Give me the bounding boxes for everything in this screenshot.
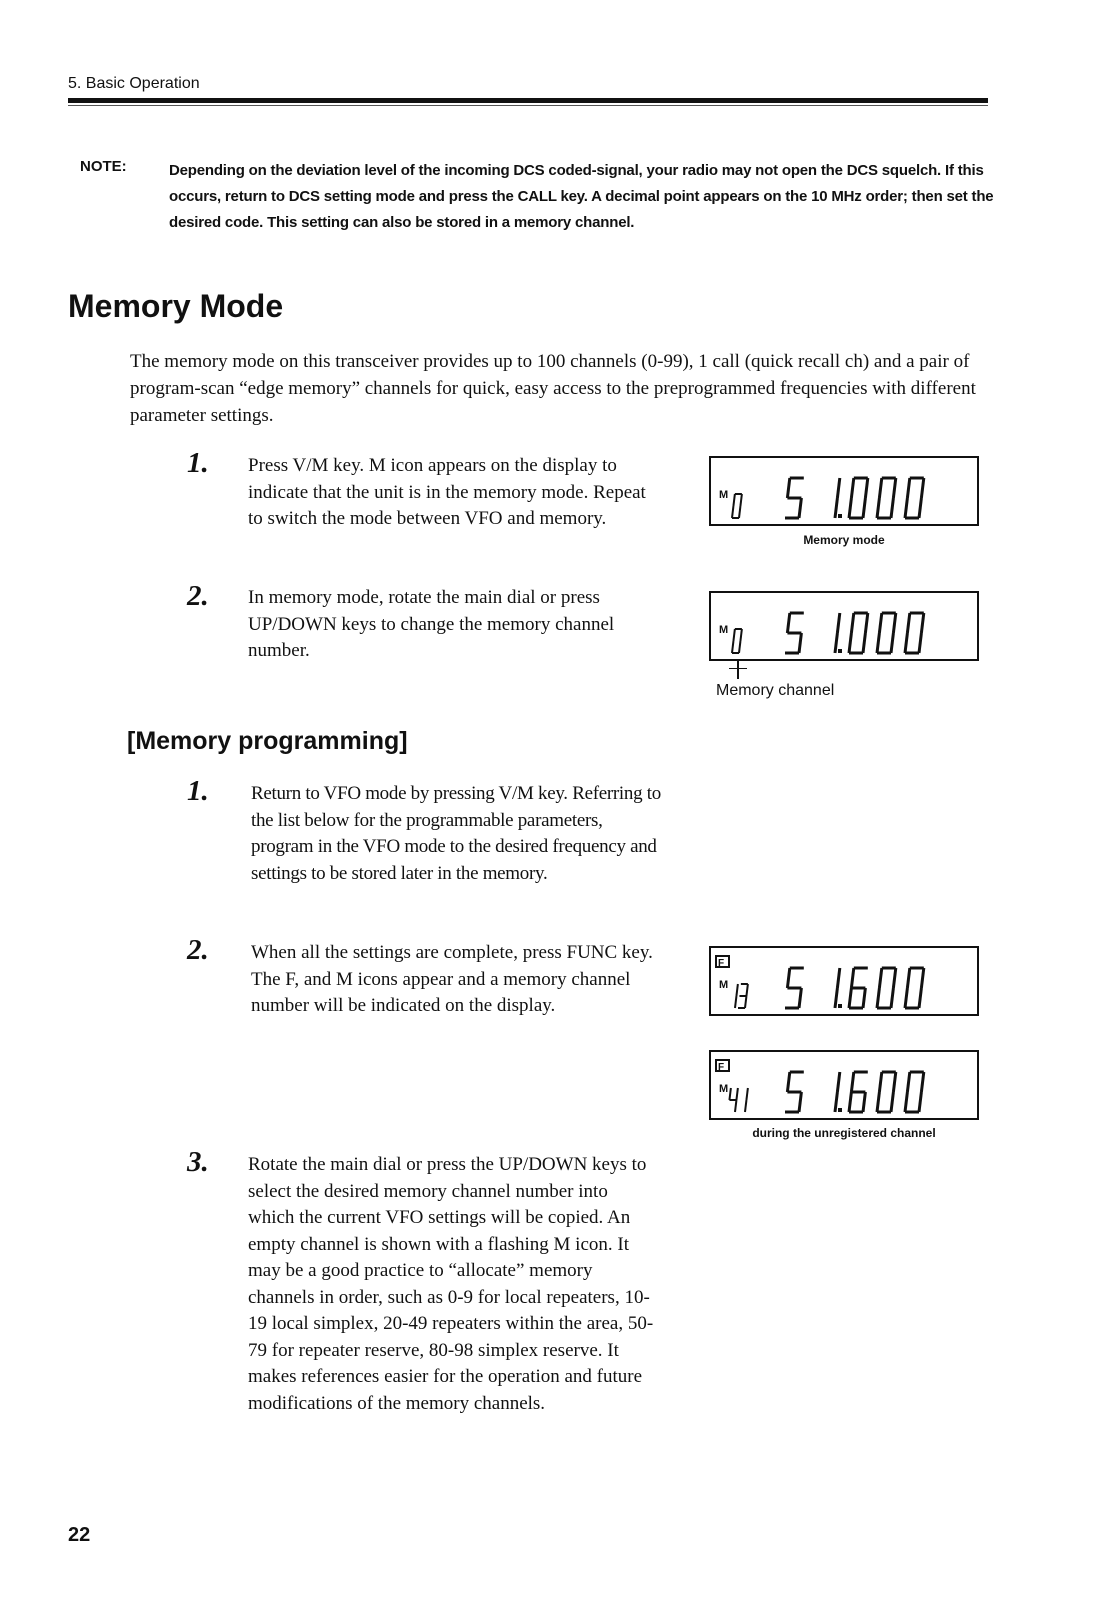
section-header-label: 5. Basic Operation — [68, 75, 200, 92]
lcd-segment — [787, 478, 789, 498]
header-rule-thin — [68, 105, 988, 106]
lcd-display — [709, 591, 979, 661]
pointer-line — [737, 659, 739, 679]
lcd-segment — [863, 633, 865, 653]
lcd-segment — [740, 494, 741, 506]
note-label: NOTE: — [80, 158, 127, 175]
lcd-segment — [893, 1072, 895, 1092]
step-number: 2. — [187, 580, 209, 612]
lcd-segment — [849, 498, 851, 518]
lcd-segment — [787, 613, 789, 633]
section-title: Memory Mode — [68, 288, 284, 324]
lcd-segments — [711, 948, 977, 1014]
lcd-segment — [905, 988, 907, 1008]
lcd-segment — [735, 996, 736, 1008]
lcd-segment — [849, 988, 851, 1008]
lcd-segment — [907, 613, 909, 633]
decimal-point — [838, 514, 842, 518]
lcd-segment — [736, 984, 737, 996]
intro-paragraph: The memory mode on this transceiver provides up to 100 channels (0-99), 1 call (quick recall ch) and a pair of program-scan “edge memory” channels for quick, easy access to the preprogrammed frequencies with different parameter settings. — [130, 351, 976, 426]
lcd-display — [709, 946, 979, 1016]
lcd-segment — [739, 641, 740, 653]
lcd-segment — [893, 478, 895, 498]
lcd-segment — [736, 1088, 737, 1100]
lcd-caption: Memory mode — [803, 533, 885, 547]
lcd-segment — [919, 633, 921, 653]
lcd-segment — [921, 968, 923, 988]
f-icon: F — [718, 958, 725, 969]
lcd-segment — [891, 498, 893, 518]
lcd-segment — [905, 1092, 907, 1112]
m-icon: M — [719, 624, 729, 636]
m-icon: M — [719, 979, 729, 991]
lcd-segment — [891, 633, 893, 653]
lcd-segment — [921, 478, 923, 498]
lcd-segment — [877, 633, 879, 653]
pointer-tick — [729, 668, 747, 669]
lcd-segment — [919, 1092, 921, 1112]
lcd-segment — [851, 968, 853, 988]
lcd-segment — [835, 988, 837, 1008]
lcd-segment — [729, 1088, 730, 1100]
step-number: 1. — [187, 775, 209, 807]
programming-heading: [Memory programming] — [127, 727, 408, 755]
lcd-segment — [921, 613, 923, 633]
lcd-segment — [891, 988, 893, 1008]
lcd-segment — [740, 629, 741, 641]
lcd-segment — [851, 613, 853, 633]
lcd-segment — [837, 478, 839, 498]
lcd-segment — [837, 1072, 839, 1092]
step-text: When all the settings are complete, press FUNC key. The F, and M icons appear and a memory channel number will be indicated on the display. — [251, 942, 653, 1016]
lcd-segment — [745, 996, 746, 1008]
lcd-segment — [799, 1092, 801, 1112]
lcd-segments — [711, 593, 977, 659]
lcd-caption: during the unregistered channel — [752, 1126, 936, 1140]
lcd-segment — [732, 506, 733, 518]
lcd-display — [709, 1050, 979, 1120]
lcd-segment — [835, 498, 837, 518]
lcd-segment — [835, 633, 837, 653]
lcd-segment — [799, 498, 801, 518]
lcd-segment — [879, 1072, 881, 1092]
lcd-segment — [733, 629, 734, 641]
lcd-segment — [863, 1092, 865, 1112]
lcd-segment — [787, 968, 789, 988]
lcd-segment — [879, 613, 881, 633]
decimal-point — [838, 649, 842, 653]
lcd-segment — [877, 1092, 879, 1112]
lcd-caption: Memory channel — [716, 682, 835, 699]
lcd-segment — [863, 988, 865, 1008]
lcd-segment — [739, 506, 740, 518]
header-rule — [68, 98, 988, 103]
step-text: Rotate the main dial or press the UP/DOWN keys to select the desired memory channel number into which the current VFO settings will be copied. An empty channel is shown with a flashing M icon. It may be a good practice to “allocate” memory channels in order, such as 0-9 for local repeaters, 10-19 local simplex, 20-49 repeaters within the area, 50-79 for repeater reserve, 80-98 simplex reserve. It makes references easier for the operation and future modifications of the memory channels. — [248, 1154, 654, 1414]
lcd-segment — [746, 1088, 747, 1100]
step-number: 2. — [187, 934, 209, 966]
lcd-segment — [919, 498, 921, 518]
lcd-segment — [863, 498, 865, 518]
lcd-segment — [907, 478, 909, 498]
lcd-segment — [877, 988, 879, 1008]
lcd-segment — [732, 641, 733, 653]
lcd-segment — [851, 1072, 853, 1092]
lcd-segments — [711, 458, 977, 524]
lcd-segment — [735, 1100, 736, 1112]
lcd-segment — [745, 1100, 746, 1112]
lcd-segment — [905, 633, 907, 653]
note-text: Depending on the deviation level of the incoming DCS coded-signal, your radio may not open the DCS squelch. If this occurs, return to DCS setting mode and press the CALL key. A decimal point appears on the 10 MHz order; then set the desired code. This setting can also be stored in a memory channel. — [169, 162, 994, 231]
page-number: 22 — [68, 1524, 91, 1546]
decimal-point — [838, 1004, 842, 1008]
lcd-segment — [865, 613, 867, 633]
lcd-segment — [919, 988, 921, 1008]
step-text: Return to VFO mode by pressing V/M key. Referring to the list below for the programmable parameters, program in the VFO mode to the desired frequency and settings to be stored later in the memory. — [251, 783, 661, 884]
lcd-segment — [837, 968, 839, 988]
lcd-segment — [905, 498, 907, 518]
lcd-segment — [835, 1092, 837, 1112]
step-text: In memory mode, rotate the main dial or press UP/DOWN keys to change the memory channel number. — [248, 587, 615, 661]
decimal-point — [838, 1108, 842, 1112]
m-icon: M — [719, 489, 729, 501]
lcd-segment — [893, 968, 895, 988]
step-number: 3. — [187, 1146, 209, 1178]
lcd-segment — [849, 1092, 851, 1112]
m-icon: M — [719, 1083, 729, 1095]
lcd-segment — [879, 478, 881, 498]
lcd-segment — [849, 633, 851, 653]
lcd-segment — [851, 478, 853, 498]
lcd-segment — [746, 984, 747, 996]
f-icon: F — [718, 1062, 725, 1073]
lcd-segment — [733, 494, 734, 506]
lcd-display — [709, 456, 979, 526]
lcd-segment — [893, 613, 895, 633]
lcd-segment — [799, 633, 801, 653]
lcd-segment — [865, 478, 867, 498]
lcd-segment — [877, 498, 879, 518]
lcd-segment — [879, 968, 881, 988]
lcd-segment — [921, 1072, 923, 1092]
lcd-segment — [837, 613, 839, 633]
lcd-segments — [711, 1052, 977, 1118]
lcd-segment — [787, 1072, 789, 1092]
lcd-segment — [891, 1092, 893, 1112]
step-number: 1. — [187, 447, 209, 479]
lcd-segment — [907, 968, 909, 988]
step-text: Press V/M key. M icon appears on the display to indicate that the unit is in the memory mode. Repeat to switch the mode between VFO and memory. — [248, 455, 646, 529]
lcd-segment — [907, 1072, 909, 1092]
lcd-segment — [799, 988, 801, 1008]
